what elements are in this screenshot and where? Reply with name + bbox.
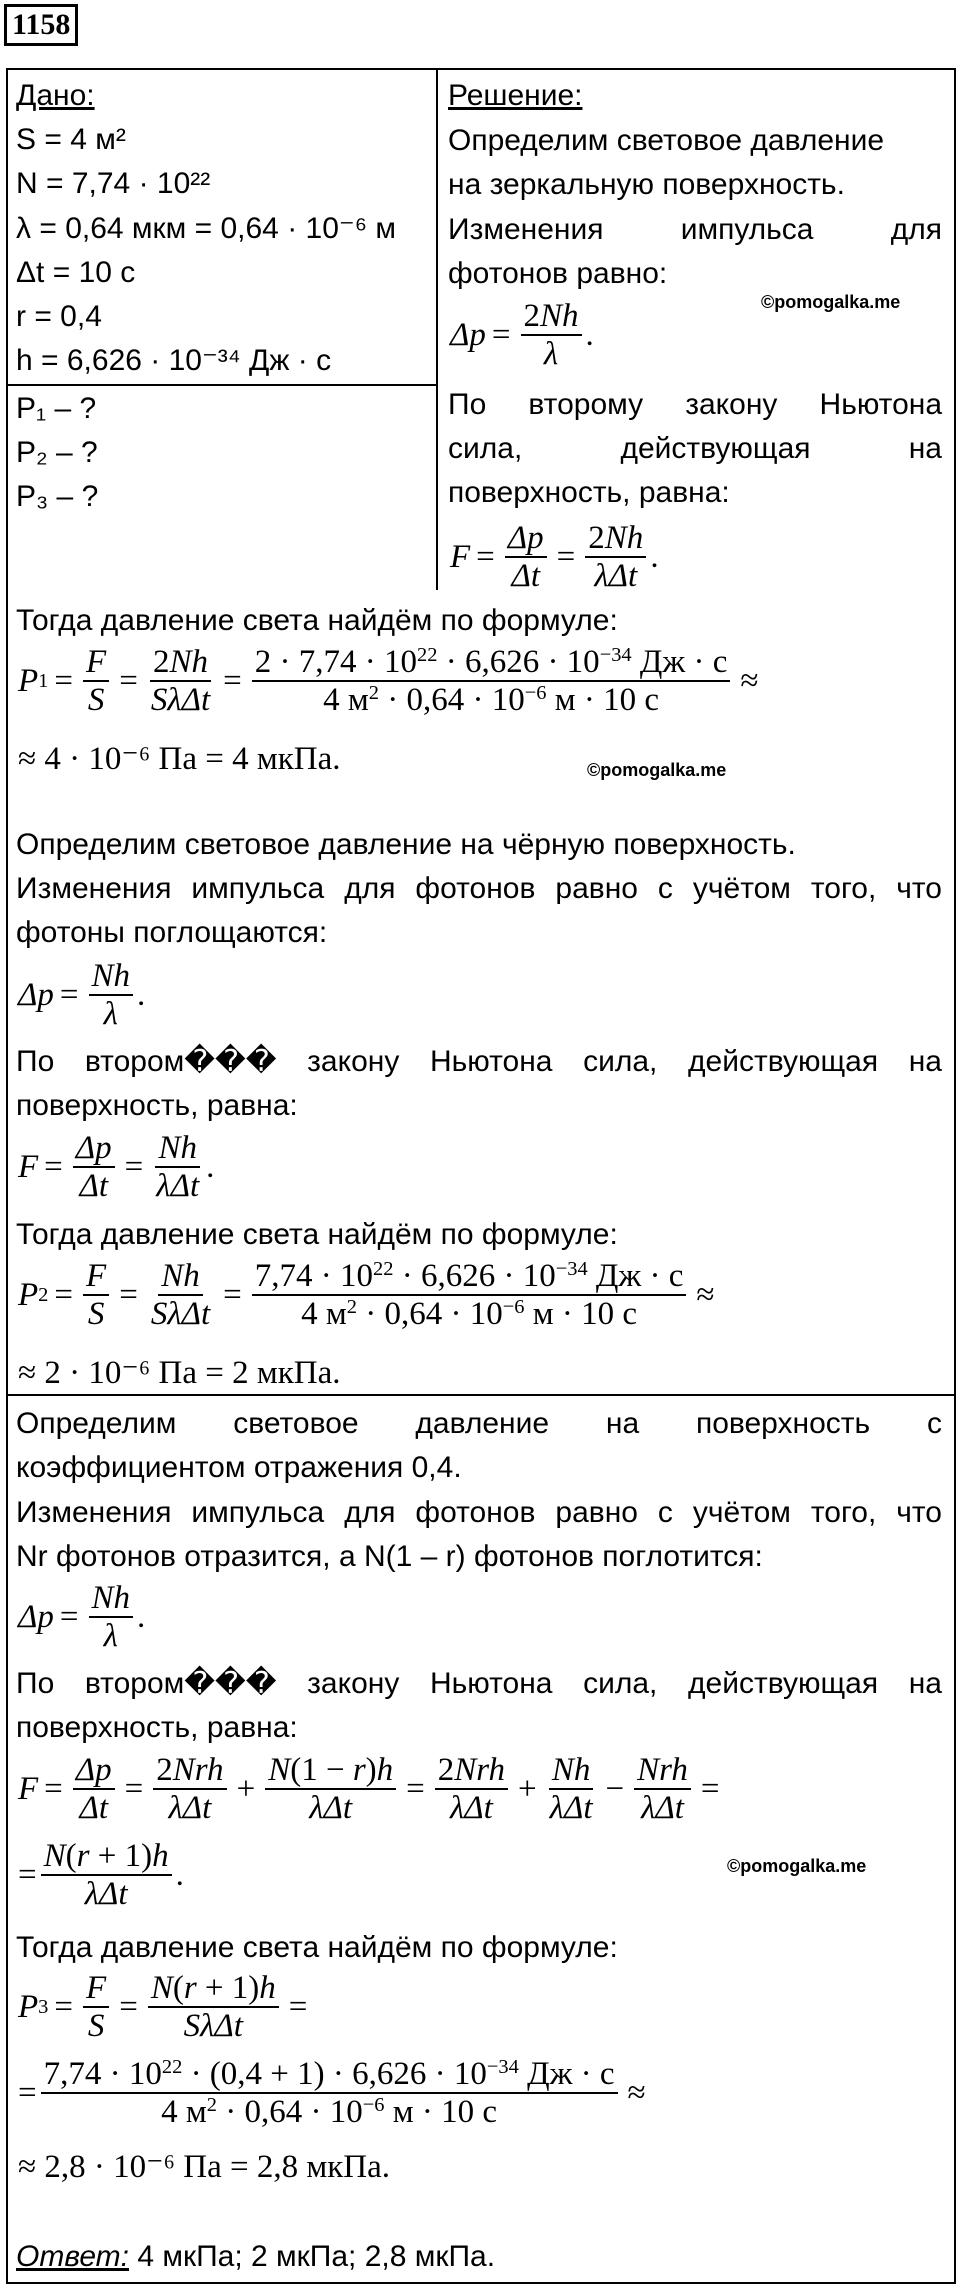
- solution-impulse-2: фотонов равно:: [448, 257, 668, 290]
- black-impulse-2: фотоны поглощаются:: [16, 916, 328, 949]
- find-p3: P₃ – ?: [16, 480, 99, 513]
- p3-formula: P 3 = $\frac{F}{S}$ = $\frac{N(r + 1)h}{\text{SλΔt}}$ =: [18, 1970, 308, 2044]
- answer-label: Ответ:: [16, 2240, 129, 2273]
- r-force-result: = $\frac{N(r + 1)h}{\text{λΔt}}$ .: [18, 1838, 184, 1912]
- r-intro-2: коэффициентом отражения 0,4.: [16, 1451, 462, 1484]
- solution-impulse-1: Изменения импульса для: [448, 213, 942, 246]
- given-planck: h = 6,626 · 10⁻³⁴ Дж · с: [16, 344, 332, 377]
- p2-formula: P 2 = $\frac{F}{S}$ = $\frac{Nh}{\text{SλΔt}}$ = $\frac{7,74 \cdot 10^{22} \cdot 6,626 \cdot 10^{-34} Дж \cdot с}{4 м^2 \cdot 0,64 \cdot 10^{-6} м \cdot 10 с}$ ≈: [18, 1257, 715, 1332]
- given-title: Дано:: [16, 79, 95, 112]
- given-reflection: r = 0,4: [16, 300, 102, 333]
- black-newton-2: поверхность, равна:: [16, 1089, 298, 1122]
- p3-formula-intro: Тогда давление света найдём по формуле:: [16, 1931, 618, 1964]
- r-force-formula: F = $\frac{\Delta p}{\Delta t}$ = $\frac{\text{2Nrh}}{\text{λΔt}}$ + $\frac{N(1 - r)h}{\text{λΔt}}$ = $\frac{\text{2Nrh}}{\text{λΔt}}$ + $\frac{Nh}{\text{λΔt}}$ − $\frac{\text{Nrh}}{\text{λΔt}}$ =: [18, 1752, 720, 1826]
- problem-number: 1158: [4, 4, 78, 46]
- answer-line: [16, 2238, 495, 2276]
- mirror-newton-2: сила, действующая на: [448, 432, 942, 465]
- p2-formula-intro: Тогда давление света найдём по формуле:: [16, 1218, 618, 1251]
- solution-intro-1: Определим световое давление: [448, 124, 885, 157]
- given-divider: [436, 68, 438, 590]
- p1-result: ≈ 4 · 10⁻⁶ Па = 4 мкПа.: [18, 741, 341, 777]
- find-p1: P₁ – ?: [16, 392, 97, 425]
- find-p2: P₂ – ?: [16, 436, 98, 469]
- black-newton-1: По втором��� закону Ньютона сила, действующая на: [16, 1045, 942, 1078]
- black-impulse-formula: Δp = $\frac{Nh}{\lambda}$ .: [18, 958, 146, 1032]
- given-time: Δt = 10 с: [16, 256, 136, 289]
- p2-result: ≈ 2 · 10⁻⁶ Па = 2 мкПа.: [18, 1355, 341, 1391]
- black-intro: Определим световое давление на чёрную поверхность.: [16, 828, 796, 861]
- answer-values: 4 мкПа; 2 мкПа; 2,8 мкПа.: [129, 2240, 496, 2273]
- r-impulse-formula: Δp = $\frac{Nh}{\lambda}$ .: [18, 1580, 146, 1654]
- black-impulse-1: Изменения импульса для фотонов равно с учётом того, что: [16, 872, 942, 905]
- mirror-newton-1: По второму закону Ньютона: [448, 388, 942, 421]
- p3-result: ≈ 2,8 · 10⁻⁶ Па = 2,8 мкПа.: [18, 2149, 391, 2185]
- p1-formula-intro: Тогда давление света найдём по формуле:: [16, 604, 618, 637]
- r-impulse-1: Изменения импульса для фотонов равно с учётом того, что: [16, 1496, 942, 1529]
- given-area: S = 4 м²: [16, 123, 126, 156]
- p3-numeric: = $\frac{7,74 \cdot 10^{22} \cdot (0,4 + 1) \cdot 6,626 \cdot 10^{-34} Дж \cdot с}{4 м^2 \cdot 0,64 \cdot 10^{-6} м \cdot 10 с}$ ≈: [18, 2055, 646, 2130]
- r-newton-1: По втором��� закону Ньютона сила, действующая на: [16, 1667, 942, 1700]
- mirror-impulse-formula: Δp = $\frac{2Nh}{\lambda}$ .: [450, 298, 594, 372]
- watermark-3: ©pomogalka.me: [727, 1856, 867, 1876]
- r-newton-2: поверхность, равна:: [16, 1711, 298, 1744]
- mirror-force-formula: F = $\frac{\Delta p}{\Delta t}$ = $\frac{2Nh}{\text{λΔt}}$ .: [450, 520, 659, 594]
- black-force-formula: F = $\frac{\Delta p}{\Delta t}$ = $\frac{Nh}{\text{λΔt}}$ .: [18, 1130, 215, 1204]
- given-photons: N = 7,74 · 10²²: [16, 167, 211, 200]
- watermark-1: ©pomogalka.me: [761, 292, 901, 312]
- watermark-2: ©pomogalka.me: [587, 760, 727, 780]
- r-intro-1: Определим световое давление на поверхность с: [16, 1407, 942, 1440]
- p1-formula: P 1 = $\frac{F}{S}$ = $\frac{2Nh}{\text{SλΔt}}$ = $\frac{2 \cdot 7,74 \cdot 10^{22} \cdot 6,626 \cdot 10^{-34} Дж \cdot с}{4 м^2 \cdot 0,64 \cdot 10^{-6} м \cdot 10 с}$ ≈: [18, 643, 759, 718]
- given-wavelength: λ = 0,64 мкм = 0,64 · 10⁻⁶ м: [16, 212, 397, 245]
- r-impulse-2: Nr фотонов отразится, а N(1 – r) фотонов поглотится:: [16, 1540, 763, 1573]
- mirror-newton-3: поверхность, равна:: [448, 476, 730, 509]
- given-bottom-line: [6, 384, 438, 386]
- solution-intro-2: на зеркальную поверхность.: [448, 168, 845, 201]
- solution-title: Решение:: [448, 79, 583, 112]
